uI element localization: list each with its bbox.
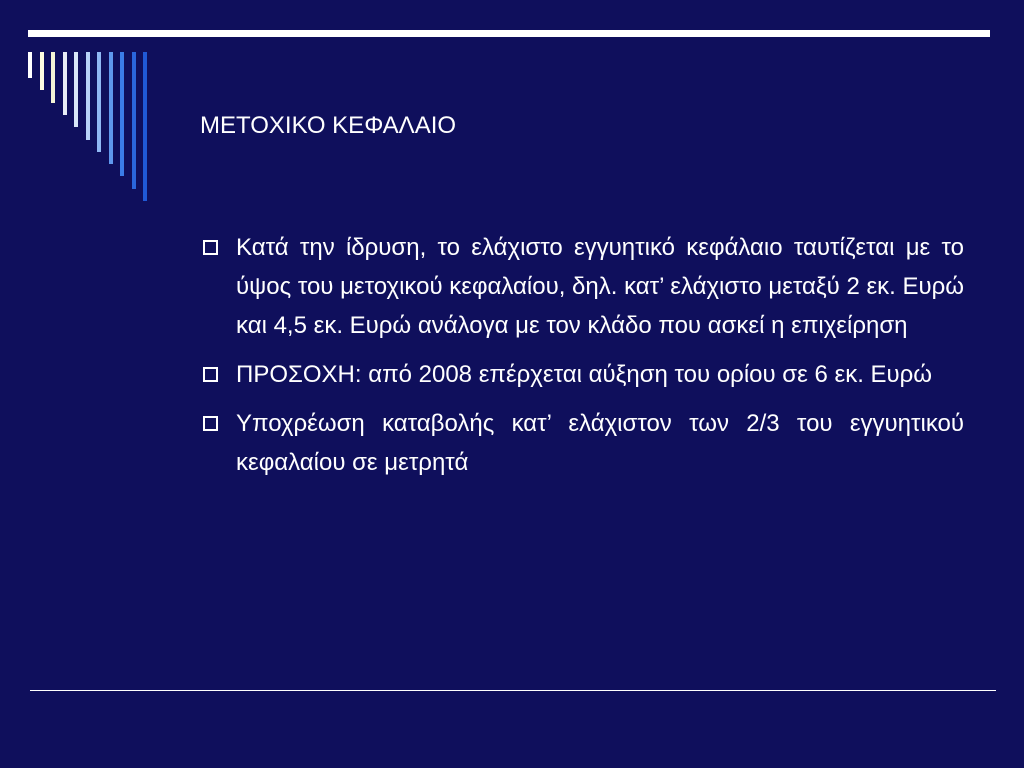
hollow-square-bullet-icon (203, 367, 218, 382)
bullet-text: ΠΡΟΣΟΧΗ: από 2008 επέρχεται αύξηση του ορίου σε 6 εκ. Ευρώ (236, 361, 933, 388)
decorative-bar (74, 52, 78, 127)
decorative-bar (109, 52, 113, 164)
decorative-bar (28, 52, 32, 78)
bullet-text: Υποχρέωση καταβολής κατ’ ελάχιστον των 2/3 του εγγυητικού κεφαλαίου σε μετρητά (236, 410, 964, 476)
bottom-rule (30, 690, 996, 691)
decorative-bar (143, 52, 147, 201)
decorative-bar (63, 52, 67, 115)
top-rule (28, 30, 990, 37)
bullet-list (198, 228, 964, 492)
decorative-bar (51, 52, 55, 103)
bullet-item (198, 228, 964, 345)
decorative-bar (86, 52, 90, 140)
decorative-bar (97, 52, 101, 152)
decorative-bar (40, 52, 44, 90)
slide-title: ΜΕΤΟΧΙΚΟ ΚΕΦΑΛΑΙΟ (200, 112, 457, 139)
bullet-item (198, 355, 964, 394)
bullet-text: Κατά την ίδρυση, το ελάχιστο εγγυητικό κεφάλαιο ταυτίζεται με το ύψος του μετοχικού κεφαλαίου, δηλ. κατ’ ελάχιστο μεταξύ 2 εκ. Ευρώ και 4,5 εκ. Ευρώ ανάλογα με τον κλάδο που ασκεί η επιχείρηση (236, 234, 965, 339)
decorative-bars (28, 52, 168, 212)
decorative-bar (132, 52, 136, 189)
bullet-item (198, 404, 964, 482)
hollow-square-bullet-icon (203, 240, 218, 255)
hollow-square-bullet-icon (203, 416, 218, 431)
decorative-bar (120, 52, 124, 176)
